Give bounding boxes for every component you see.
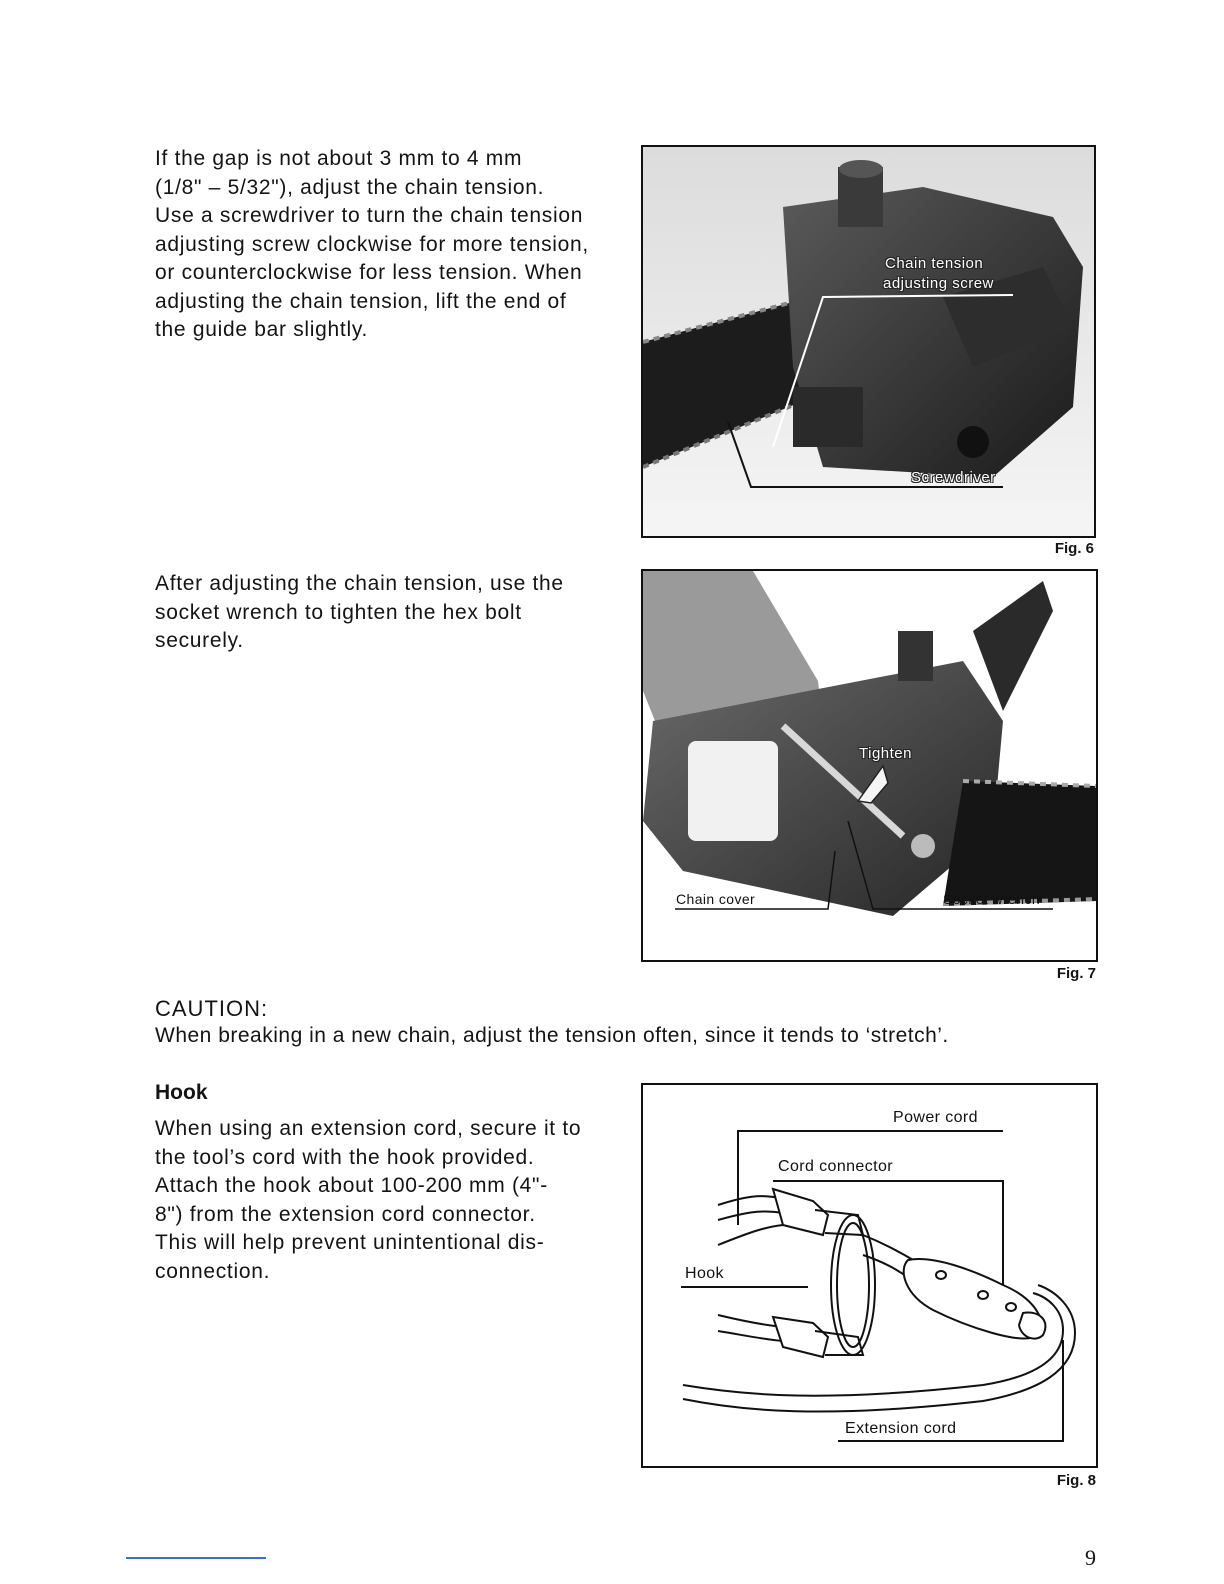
text-line: or counterclockwise for less tension. When [155,261,583,284]
text-line: adjusting screw clockwise for more tension, [155,232,589,256]
text-line: Attach the hook about 100-200 mm (4"- [155,1174,548,1197]
fig8-caption: Fig. 8 [1056,1472,1096,1489]
caution-text: When breaking in a new chain, adjust the tension often, since it tends to ‘stretch’. [155,1024,949,1047]
text-line: (1/8" – 5/32"), adjust the chain tension. [155,175,545,199]
text-line: securely. [155,629,244,652]
text-line: If the gap is not about 3 mm to 4 mm [155,147,523,170]
chainsaw-adjusting-illustration [643,147,1094,536]
label-cord-connector: Cord connector [778,1158,893,1175]
label-extension-cord: Extension cord [845,1420,957,1437]
text-line: socket wrench to tighten the hex bolt [155,600,522,624]
label-hook: Hook [685,1265,724,1282]
text-line: Use a screwdriver to turn the chain tension [155,204,584,227]
label-adjusting-screw-line1: Chain tension [885,255,984,272]
fig8-diagram [641,1083,1098,1468]
text-line: the tool’s cord with the hook provided. [155,1145,535,1169]
caution-title: CAUTION: [155,996,269,1021]
label-socket-wrench: Socket wrench [943,891,1041,907]
hook-heading: Hook [155,1081,208,1104]
label-adjusting-screw-line2: adjusting screw [883,275,994,292]
tighten-bolt-paragraph [155,570,610,656]
fig6-caption: Fig. 6 [1054,540,1094,557]
text-line: After adjusting the chain tension, use the [155,572,564,595]
text-line: connection. [155,1259,271,1283]
chain-tension-paragraph [155,145,610,345]
hook-paragraph [155,1115,610,1286]
fig7-caption: Fig. 7 [1056,965,1096,982]
bottom-rule [126,1557,266,1559]
fig7-photo [641,569,1098,962]
label-screwdriver: Screwdriver [911,469,996,486]
fig6-photo [641,145,1096,538]
text-line: This will help prevent unintentional dis- [155,1231,545,1254]
text-line: When using an extension cord, secure it to [155,1117,582,1140]
label-chain-cover: Chain cover [676,891,756,907]
label-power-cord: Power cord [893,1109,978,1126]
text-line: the guide bar slightly. [155,318,368,341]
text-line: adjusting the chain tension, lift the end of [155,289,567,313]
page-number: 9 [1085,1545,1096,1570]
text-line: 8") from the extension cord connector. [155,1202,536,1226]
label-tighten: Tighten [859,745,912,762]
